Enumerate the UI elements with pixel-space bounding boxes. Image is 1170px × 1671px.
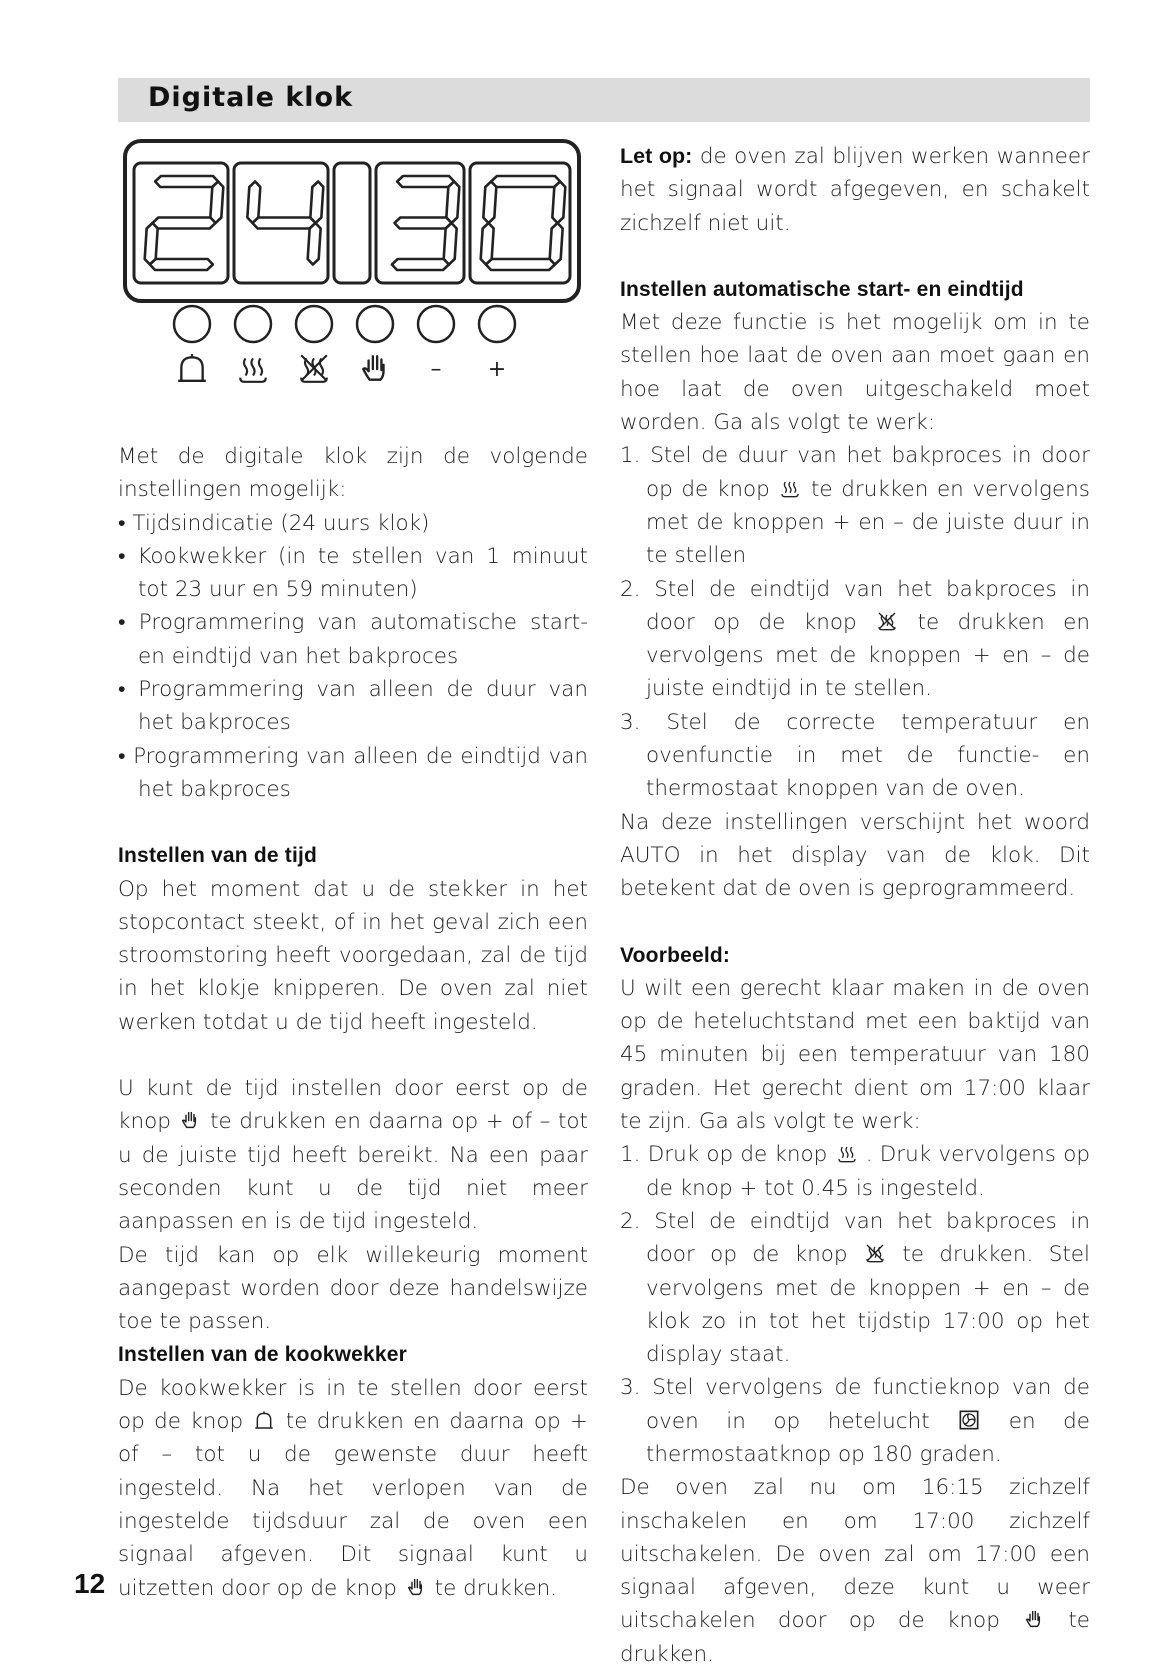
digit-3-segment-d <box>392 259 449 270</box>
control-buttons <box>174 306 515 342</box>
minus-button[interactable] <box>418 306 454 342</box>
auto-intro: Met deze functie is het mogelijk om in te stellen hoe laat de oven aan moet gaan en hoe laat de oven uitgeschakeld moet worden. Ga als volgt te werk: <box>620 310 1090 436</box>
list-item: • Programmering van automatische start- en eindtijd van het bakproces <box>118 606 588 673</box>
bell-icon <box>254 1410 274 1430</box>
page-title: Digitale klok <box>148 82 354 113</box>
digit-4-segment-f <box>483 182 496 224</box>
time-heading: Instellen van de tijd <box>118 844 318 868</box>
heat-duration-icon <box>780 478 800 498</box>
hand-icon <box>363 356 383 379</box>
colon-window <box>334 163 370 283</box>
digit-3-segment-c <box>444 223 457 265</box>
auto-after: Na deze instellingen verschijnt het woord AUTO in het display van de klok. Dit betekent dat de oven is geprogrammeerd. <box>620 809 1090 902</box>
example-intro: U wilt een gerecht klaar maken in de oven op de heteluchtstand met een baktijd van 45 minuten bij een temperatuur van 180 graden. Het gerecht dient om 17:00 klaar te zijn. Ga als volgt te werk: <box>620 975 1090 1135</box>
digit-4-segment-c <box>550 223 563 265</box>
digit-3-segment-a <box>397 176 454 187</box>
list-item: 2. Stel de eindtijd van het bakproces in door op de knop te drukken en vervolgens met de knoppen + en – de juiste eindtijd in te stellen. <box>620 576 1090 702</box>
left-column <box>118 440 588 1605</box>
list-item: 1. Druk op de knop . Druk vervolgens op de knop + tot 0.45 is ingesteld. <box>620 1142 1090 1201</box>
list-item: • Kookwekker (in te stellen van 1 minuut tot 23 uur en 59 minuten) <box>118 540 588 607</box>
list-item: 2. Stel de eindtijd van het bakproces in door op de knop te drukken. Stel vervolgens met de knoppen + en – de klok zo in tot het tijdstip 17:00 op het display staat. <box>620 1208 1091 1368</box>
page-number: 12 <box>74 1568 106 1599</box>
digit-1-segment-a <box>155 176 218 187</box>
example-after: De oven zal nu om 16:15 zichzelf inschakelen en om 17:00 zichzelf uitschakelen. De oven zal om 17:00 een signaal afgeven, deze kunt u weer uitschakelen door op de knop te drukken. <box>620 1475 1090 1667</box>
digit-1-segment-d <box>150 259 213 270</box>
digit-1-segment-g <box>153 218 216 229</box>
clock-display-diagram <box>122 138 582 428</box>
digit-2-segment-g <box>253 218 316 229</box>
fan-oven-icon <box>959 1410 979 1430</box>
end-time-icon <box>877 611 897 631</box>
feature-list <box>118 507 588 807</box>
list-item: • Programmering van alleen de eindtijd van het bakproces <box>118 740 588 807</box>
digit-4-segment-b <box>552 182 565 224</box>
hand-icon <box>406 1577 426 1597</box>
plus-button[interactable] <box>479 306 515 342</box>
right-column <box>620 140 1090 1671</box>
intro-text: Met de digitale klok zijn de volgende instellingen mogelijk: <box>118 444 588 503</box>
duration-button[interactable] <box>235 306 271 342</box>
seven-segment-digits <box>145 176 566 270</box>
bell-icon <box>178 354 206 381</box>
list-item: • Tijdsindicatie (24 uurs klok) <box>118 507 588 540</box>
list-item: • Programmering van alleen de duur van het bakproces <box>118 673 588 740</box>
timer-heading: Instellen van de kookwekker <box>118 1343 408 1367</box>
manual-button[interactable] <box>357 306 393 342</box>
example-steps <box>620 1138 1090 1471</box>
timer-paragraph: De kookwekker is in te stellen door eerst op de knop te drukken en daarna op + of – tot u de gewenste duur heeft ingesteld. Na het verlopen van de ingestelde tijdsduur zal de oven een signaal afgeven. Dit signaal kunt u uitzetten door op de knop te drukken. <box>118 1375 588 1601</box>
note-paragraph: Let op: de oven zal blijven werken wanneer het signaal wordt afgegeven, en schakelt zichzelf niet uit. <box>620 144 1090 236</box>
heat-duration-icon <box>837 1143 857 1163</box>
digit-3-segment-b <box>446 182 459 224</box>
digit-3-segment-g <box>395 218 452 229</box>
note-label: Let op: <box>620 144 693 168</box>
digit-4-segment-e <box>481 223 494 265</box>
end-time-icon <box>301 355 327 382</box>
digit-4-segment-a <box>491 176 560 187</box>
plus-icon: + <box>487 357 507 382</box>
digit-4-segment-d <box>486 259 555 270</box>
time-paragraph-3: De tijd kan op elk willekeurig moment aangepast worden door deze handelswijze toe te passen. <box>118 1242 588 1335</box>
auto-steps <box>620 439 1090 805</box>
list-item: 3. Stel de correcte temperatuur en ovenfunctie in met de functie- en thermostaat knoppen van de oven. <box>620 709 1090 802</box>
list-item: 3. Stel vervolgens de functieknop van de oven in op hetelucht en de thermostaatknop op 180 graden. <box>620 1375 1090 1467</box>
digit-1-segment-b <box>210 182 223 224</box>
end-time-button[interactable] <box>296 306 332 342</box>
list-item: 1. Stel de duur van het bakproces in door op de knop te drukken en vervolgens met de knoppen + en – de juiste duur in te stellen <box>620 443 1090 569</box>
heat-duration-icon <box>240 358 266 381</box>
time-paragraph-2: U kunt de tijd instellen door eerst op de knop te drukken en daarna op + of – tot u de juiste tijd heeft bereikt. Na een paar seconden kunt u de tijd niet meer aanpassen en is de tijd ingesteld. <box>118 1076 588 1235</box>
section-title-bar <box>118 78 1090 122</box>
auto-heading: Instellen automatische start- en eindtijd <box>620 277 1024 301</box>
bell-button[interactable] <box>174 306 210 342</box>
end-time-icon <box>865 1243 885 1263</box>
time-paragraph-1: Op het moment dat u de stekker in het stopcontact steekt, of in het geval zich een stroomstoring heeft voorgedaan, zal de tijd in het klokje knipperen. De oven zal niet werken totdat u de tijd heeft ingesteld. <box>118 876 588 1035</box>
digit-2-segment-b <box>310 182 323 224</box>
hand-icon <box>1024 1609 1044 1629</box>
digit-2-segment-c <box>308 223 321 265</box>
example-heading: Voorbeeld: <box>620 943 731 967</box>
hand-icon <box>180 1110 200 1130</box>
minus-icon: – <box>430 357 442 382</box>
